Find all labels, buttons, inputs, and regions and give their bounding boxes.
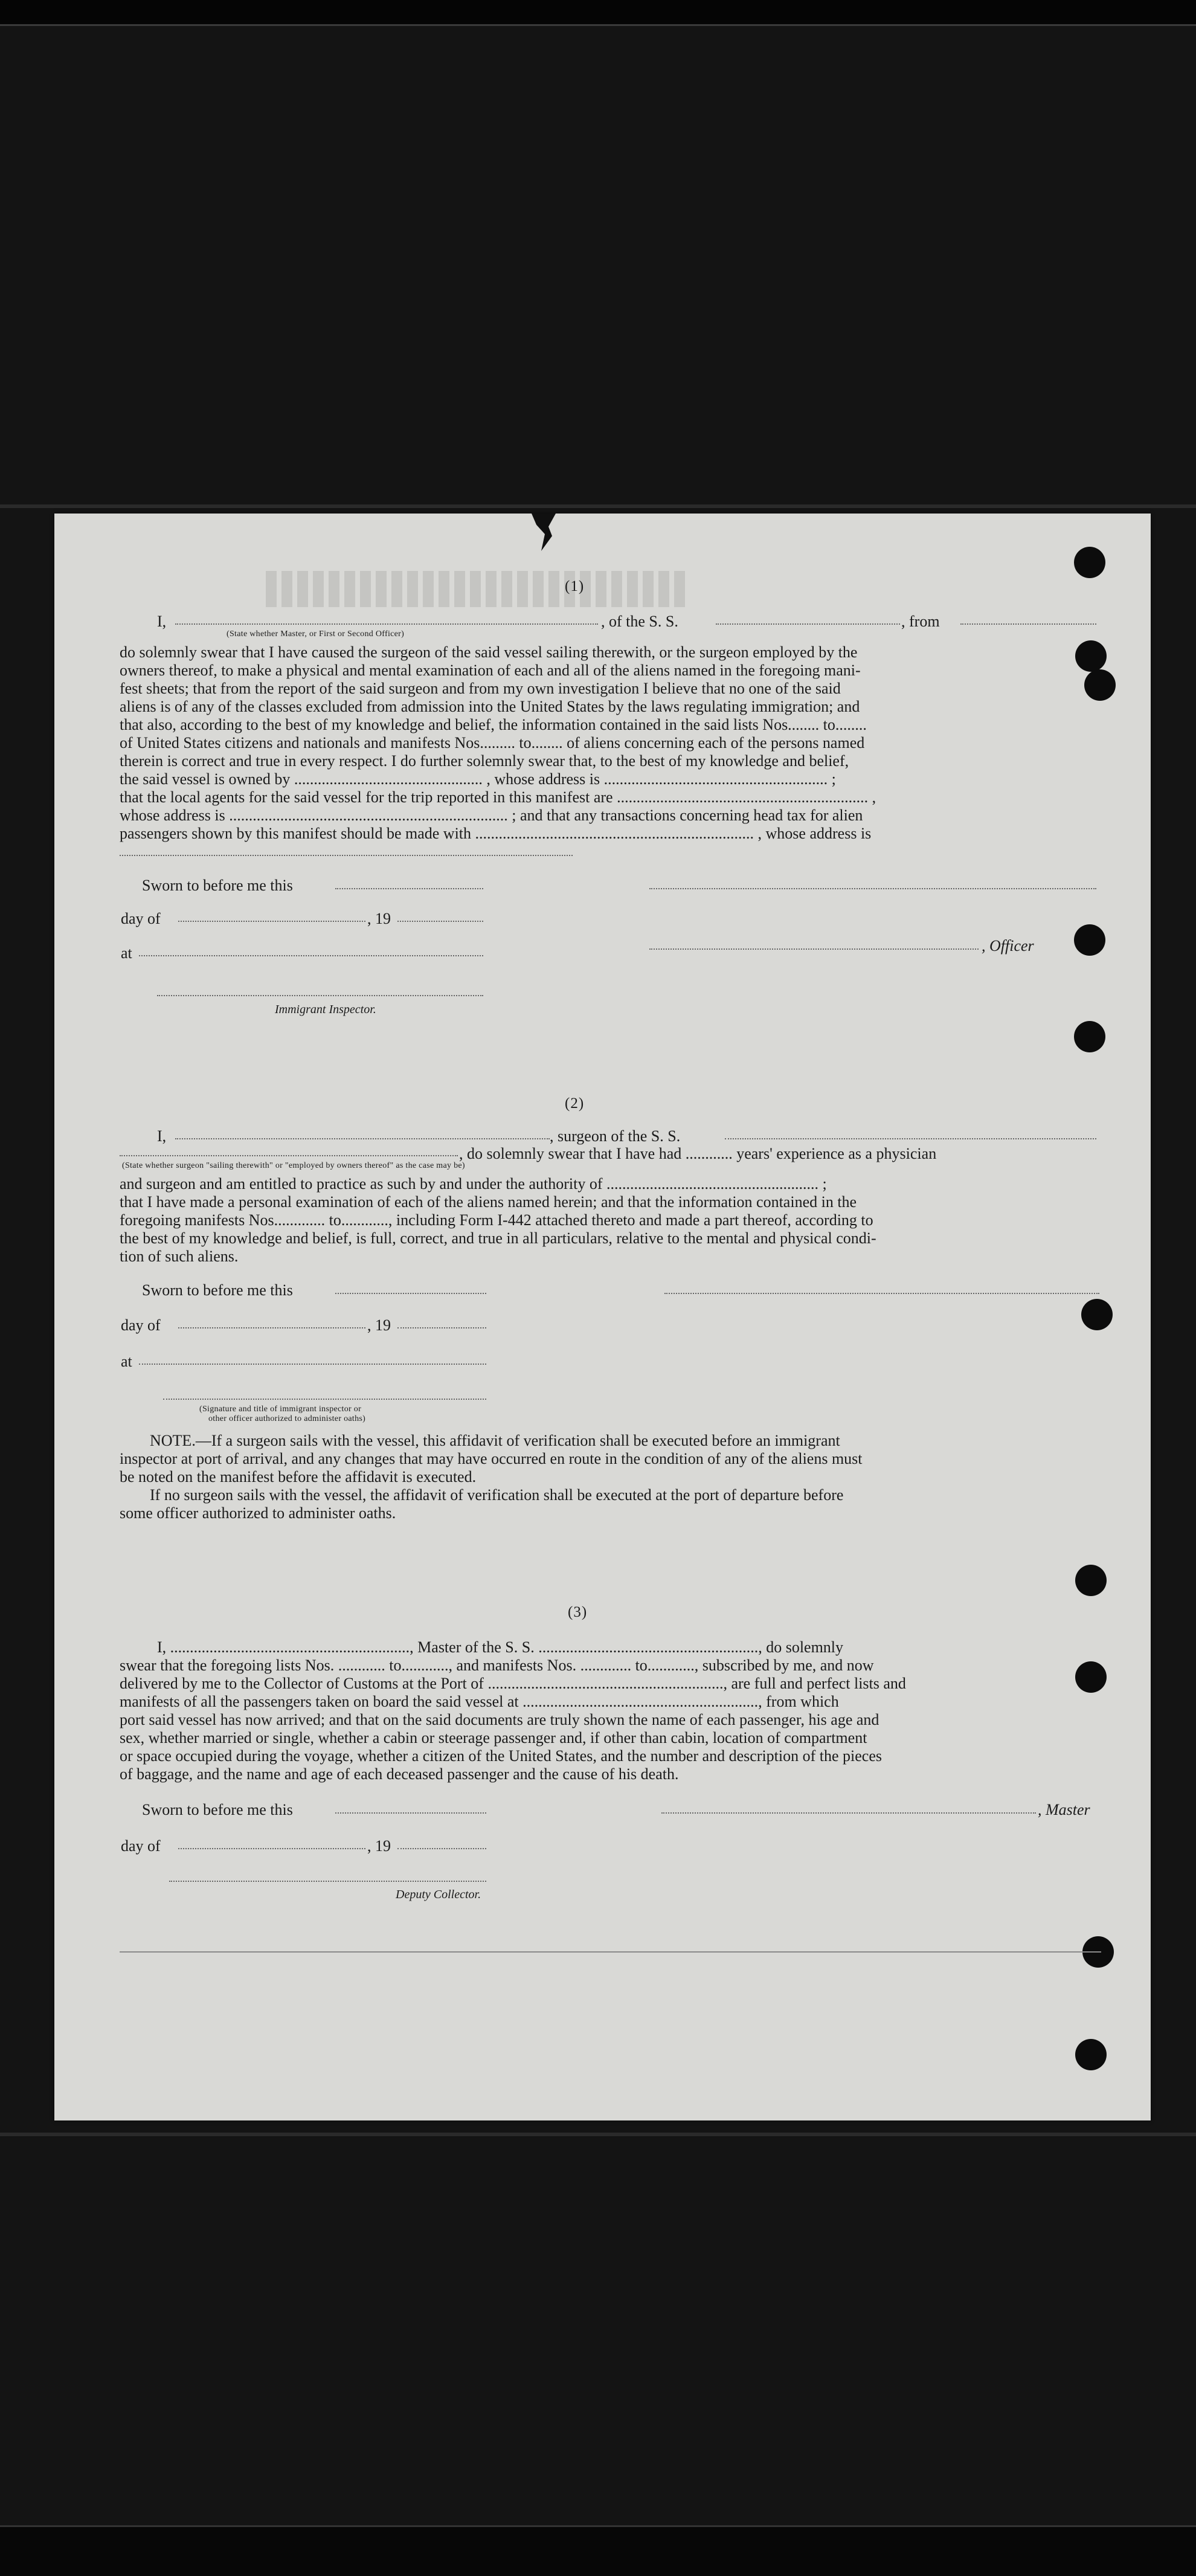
- s2-surgeon-of: , surgeon of the S. S.: [550, 1127, 681, 1145]
- s2-affidavit-text: [120, 1175, 1098, 1266]
- bleed-through-heading: [266, 571, 689, 607]
- note-line: If no surgeon sails with the vessel, the affidavit of verification shall be executed at the port of departure before: [150, 1486, 844, 1504]
- s1-name-line: [175, 623, 598, 625]
- s1-officer-line: [649, 948, 979, 950]
- s1-i-word: I,: [157, 613, 167, 630]
- text-line: I, ............................................................., Master of the S. S. ........................................................, do solemnly: [157, 1638, 844, 1656]
- text-line: and surgeon and am entitled to practice as such by and under the authority of ...................................................... ;: [120, 1175, 827, 1193]
- s1-affidavit-text: [120, 643, 1098, 843]
- text-line: that I have made a personal examination of each of the aliens named herein; and that the information contained in the: [120, 1193, 857, 1211]
- s2-sworn-line: [335, 1293, 486, 1294]
- s3-master-line: [661, 1812, 1036, 1814]
- note-line: some officer authorized to administer oaths.: [120, 1504, 396, 1522]
- s3-day-line: [178, 1848, 365, 1849]
- s1-inspector-line: [157, 995, 483, 996]
- s2-type-line: [120, 1155, 458, 1156]
- punch-hole: [1075, 2039, 1107, 2070]
- manifest-affidavit-page: [54, 514, 1151, 2120]
- s2-note: [120, 1432, 1098, 1522]
- s1-sworn-line: [335, 888, 483, 889]
- s1-officer-title: , Officer: [982, 937, 1034, 955]
- note-line: [120, 1432, 1098, 1450]
- text-line: the said vessel is owned by ................................................ , whose address is ......................................................... ;: [120, 770, 836, 788]
- text-line: of United States citizens and nationals and manifests Nos......... to........ of aliens concerning each of the persons named: [120, 734, 865, 752]
- note-label: NOTE.: [150, 1432, 196, 1449]
- punch-hole: [1074, 547, 1105, 578]
- s2-sig-note-2: other officer authorized to administer oaths): [208, 1414, 366, 1423]
- text-line: or space occupied during the voyage, whether a citizen of the United States, and the number and description of the pieces: [120, 1747, 883, 1765]
- s1-officer-note: (State whether Master, or First or Second Officer): [227, 630, 405, 639]
- punch-hole: [1074, 924, 1105, 956]
- text-line: manifests of all the passengers taken on board the said vessel at ............................................................, from which: [120, 1693, 839, 1710]
- punch-hole: [1074, 1021, 1105, 1052]
- text-line: aliens is of any of the classes excluded from admission into the United States by the laws regulating immigration; and: [120, 698, 860, 715]
- s1-sworn: Sworn to before me this: [142, 877, 293, 894]
- s1-port-line: [960, 623, 1096, 625]
- s3-affidavit-text: [120, 1638, 1101, 1783]
- text-line: passengers shown by this manifest should be made with ....................................................................... , whose address is: [120, 825, 872, 842]
- s1-day-of: day of: [121, 910, 161, 927]
- text-line: do solemnly swear that I have caused the surgeon of the said vessel sailing therewith, or the surgeon employed by the: [120, 643, 858, 661]
- film-border-top: [0, 0, 1196, 26]
- s2-ship-line: [725, 1138, 1096, 1139]
- punch-hole: [1081, 1299, 1113, 1330]
- s2-day-of: day of: [121, 1316, 161, 1334]
- s1-signature-line: [649, 888, 1096, 889]
- s3-year-line: [397, 1848, 486, 1849]
- section-2-number: (2): [565, 1095, 585, 1112]
- s1-of-the-ss: , of the S. S.: [601, 613, 678, 630]
- s2-swear-text: , do solemnly swear that I have had ............ years' experience as a physician: [459, 1145, 937, 1162]
- s2-sworn: Sworn to before me this: [142, 1281, 293, 1299]
- s2-inspector-line: [163, 1399, 486, 1400]
- text-line: that also, according to the best of my knowledge and belief, the information contained in the said lists Nos........ to........: [120, 716, 867, 733]
- text-line: owners thereof, to make a physical and mental examination of each and all of the aliens named in the foregoing mani-: [120, 662, 861, 679]
- s1-inspector-title: Immigrant Inspector.: [275, 1003, 376, 1016]
- text-line: therein is correct and true in every respect. I do further solemnly swear that, to the best of my knowledge and belief,: [120, 752, 849, 770]
- s1-from: , from: [901, 613, 940, 630]
- film-border-bottom: [0, 2525, 1196, 2576]
- s2-i-word: I,: [157, 1127, 167, 1145]
- note-line: inspector at port of arrival, and any changes that may have occurred en route in the condition of any of the aliens must: [120, 1450, 863, 1467]
- s2-sig-note-1: (Signature and title of immigrant inspector or: [199, 1405, 362, 1414]
- s3-day-of: day of: [121, 1837, 161, 1855]
- text-line: fest sheets; that from the report of the said surgeon and from my own investigation I believe that no one of the said: [120, 680, 841, 697]
- section-3-number: (3): [568, 1604, 588, 1620]
- torn-corner: [532, 514, 556, 551]
- s1-year-line: [397, 921, 483, 922]
- s3-collector-line: [169, 1881, 486, 1882]
- note-line: be noted on the manifest before the affidavit is executed.: [120, 1468, 477, 1486]
- note-text: —If a surgeon sails with the vessel, this affidavit of verification shall be executed before an immigrant: [195, 1432, 840, 1449]
- text-line: tion of such aliens.: [120, 1248, 239, 1265]
- s2-at-line: [139, 1364, 486, 1365]
- text-line: that the local agents for the said vessel for the trip reported in this manifest are ................................................................ ,: [120, 788, 876, 806]
- text-line: foregoing manifests Nos............. to............, including Form I-442 attached thereto and made a part thereof, according to: [120, 1211, 873, 1229]
- s2-year: , 19: [367, 1316, 391, 1334]
- text-line: the best of my knowledge and belief, is full, correct, and true in all particulars, relative to the mental and physical condi-: [120, 1229, 876, 1247]
- s1-day-line: [178, 921, 365, 922]
- s1-at: at: [121, 944, 132, 962]
- s2-day-line: [178, 1327, 365, 1328]
- s1-ship-line: [716, 623, 900, 625]
- section-1-number: (1): [565, 578, 585, 594]
- film-band: [0, 504, 1196, 508]
- text-line: sex, whether married or single, whether a cabin or steerage passenger and, if other than cabin, location of compartment: [120, 1729, 867, 1747]
- s2-signature-line: [664, 1293, 1099, 1294]
- film-band: [0, 2133, 1196, 2136]
- text-line: whose address is ....................................................................... ; and that any transactions concerning head tax for alien: [120, 807, 863, 824]
- s3-sworn-line: [335, 1812, 486, 1814]
- s3-collector-title: Deputy Collector.: [396, 1888, 481, 1901]
- s3-year: , 19: [367, 1837, 391, 1855]
- page-bottom-rule: [120, 1951, 1101, 1953]
- s2-year-line: [397, 1327, 486, 1328]
- text-line: of baggage, and the name and age of each deceased passenger and the cause of his death.: [120, 1765, 679, 1783]
- s2-name-line: [175, 1138, 550, 1139]
- punch-hole: [1075, 1565, 1107, 1596]
- text-line: port said vessel has now arrived; and that on the said documents are truly shown the name of each passenger, his age and: [120, 1711, 879, 1728]
- s2-surgeon-note: (State whether surgeon "sailing therewith" or "employed by owners thereof" as the case may be): [122, 1161, 465, 1170]
- s2-at: at: [121, 1353, 132, 1370]
- s1-address-line: [120, 855, 573, 856]
- s3-sworn: Sworn to before me this: [142, 1801, 293, 1818]
- text-line: swear that the foregoing lists Nos. ............ to............, and manifests Nos. ............. to............, subscribed by me, and now: [120, 1657, 874, 1674]
- text-line: delivered by me to the Collector of Customs at the Port of ............................................................, are full and perfect lists and: [120, 1675, 906, 1692]
- s1-at-line: [139, 955, 483, 956]
- s1-year: , 19: [367, 910, 391, 927]
- s3-master-title: , Master: [1038, 1801, 1090, 1818]
